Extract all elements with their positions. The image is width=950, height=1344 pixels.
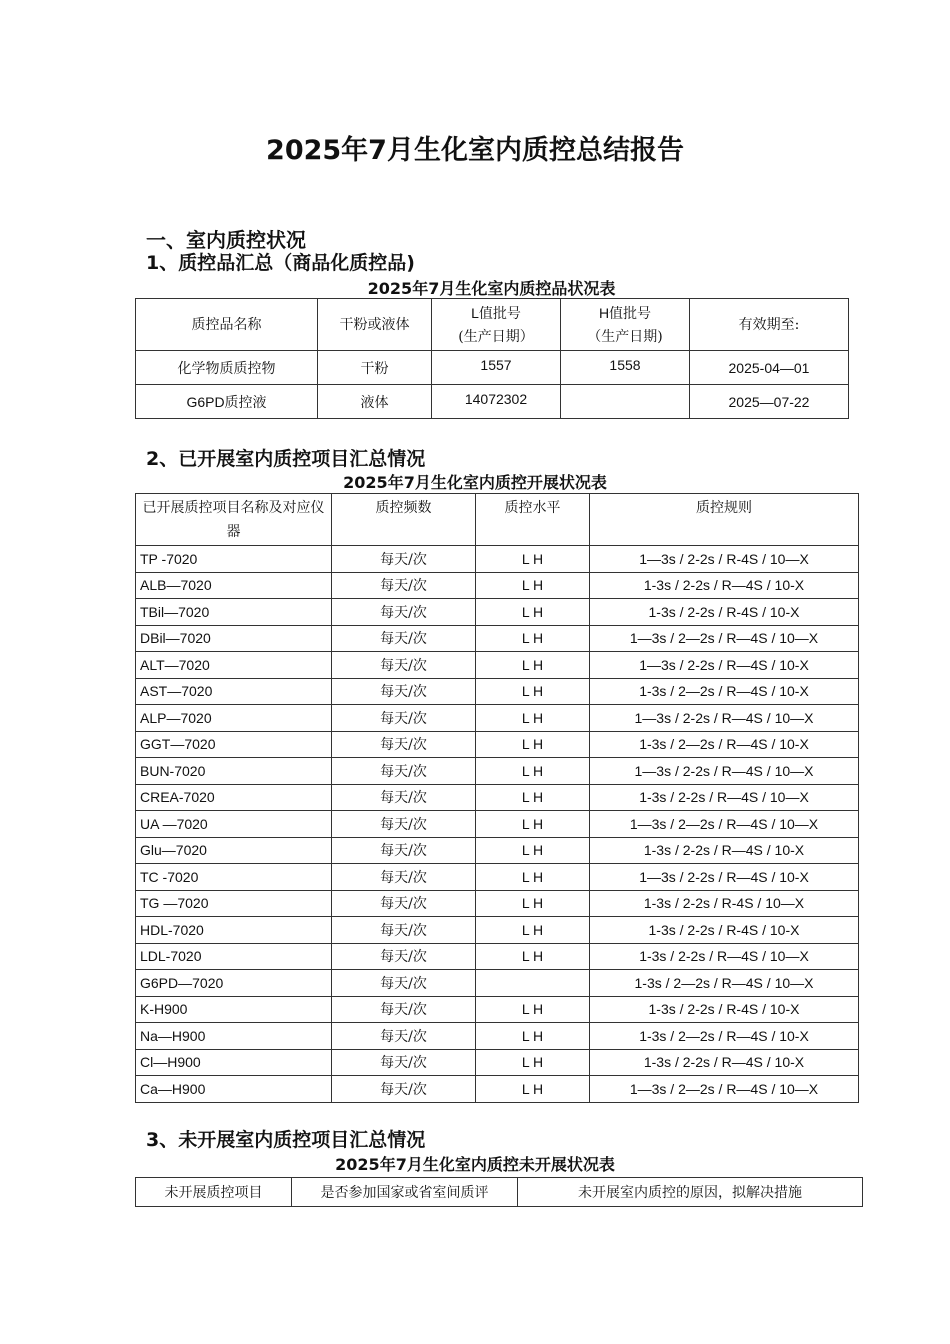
header-eqa-participation: 是否参加国家或省室间质评 xyxy=(292,1178,518,1207)
header-l-lot-line1: L值批号 xyxy=(471,304,521,321)
cell-frequency: 每天/次 xyxy=(332,1023,476,1050)
cell-qc-name: G6PD质控液 xyxy=(136,385,318,419)
header-expiry: 有效期至: xyxy=(690,299,849,351)
cell-rule: 1-3s / 2-2s / R-4S / 10-X xyxy=(590,996,859,1023)
qc-materials-table xyxy=(135,298,849,419)
header-l-lot-line2: (生产日期） xyxy=(458,328,534,345)
cell-item: K-H900 xyxy=(136,996,332,1023)
cell-item: UA —7020 xyxy=(136,811,332,838)
cell-rule: 1-3s / 2-2s / R—4S / 10-X xyxy=(590,1049,859,1076)
table-row xyxy=(136,652,859,679)
table-row xyxy=(136,572,859,599)
cell-frequency: 每天/次 xyxy=(332,678,476,705)
cell-frequency: 每天/次 xyxy=(332,652,476,679)
cell-rule: 1-3s / 2-2s / R-4S / 10—X xyxy=(590,890,859,917)
cell-form: 液体 xyxy=(318,385,432,419)
inactive-qc-items-table xyxy=(135,1177,863,1207)
cell-item: CREA-7020 xyxy=(136,784,332,811)
table-row xyxy=(136,943,859,970)
cell-level: L H xyxy=(476,864,590,891)
table-row xyxy=(136,917,859,944)
cell-level: L H xyxy=(476,546,590,573)
header-rule: 质控规则 xyxy=(590,494,859,546)
cell-level: L H xyxy=(476,758,590,785)
cell-rule: 1-3s / 2-2s / R-4S / 10-X xyxy=(590,599,859,626)
cell-level: L H xyxy=(476,572,590,599)
cell-rule: 1—3s / 2-2s / R—4S / 10-X xyxy=(590,864,859,891)
cell-level xyxy=(476,970,590,997)
table-row xyxy=(136,678,859,705)
table-row xyxy=(136,599,859,626)
cell-rule: 1—3s / 2—2s / R—4S / 10—X xyxy=(590,1076,859,1103)
subheading-qc-materials: 1、质控品汇总（商品化质控品) xyxy=(146,252,415,274)
cell-level: L H xyxy=(476,784,590,811)
cell-level: L H xyxy=(476,625,590,652)
cell-level: L H xyxy=(476,678,590,705)
cell-rule: 1—3s / 2—2s / R—4S / 10—X xyxy=(590,811,859,838)
cell-rule: 1-3s / 2-2s / R-4S / 10-X xyxy=(590,917,859,944)
cell-form: 干粉 xyxy=(318,351,432,385)
cell-level: L H xyxy=(476,917,590,944)
cell-item: HDL-7020 xyxy=(136,917,332,944)
table1-caption: 2025年7月生化室内质控品状况表 xyxy=(367,279,616,298)
cell-rule: 1-3s / 2-2s / R—4S / 10—X xyxy=(590,943,859,970)
cell-frequency: 每天/次 xyxy=(332,811,476,838)
cell-l-lot: 1557 xyxy=(432,351,561,385)
cell-frequency: 每天/次 xyxy=(332,546,476,573)
table3-caption: 2025年7月生化室内质控未开展状况表 xyxy=(335,1155,615,1174)
cell-frequency: 每天/次 xyxy=(332,784,476,811)
cell-frequency: 每天/次 xyxy=(332,625,476,652)
table-row xyxy=(136,758,859,785)
cell-rule: 1—3s / 2-2s / R-4S / 10—X xyxy=(590,546,859,573)
header-frequency: 质控频数 xyxy=(332,494,476,546)
cell-frequency: 每天/次 xyxy=(332,943,476,970)
table-row xyxy=(136,1076,859,1103)
cell-item: Na—H900 xyxy=(136,1023,332,1050)
active-qc-items-body xyxy=(136,546,859,1103)
cell-level: L H xyxy=(476,731,590,758)
cell-item: Cl—H900 xyxy=(136,1049,332,1076)
cell-level: L H xyxy=(476,890,590,917)
header-l-lot xyxy=(432,299,561,351)
cell-level: L H xyxy=(476,811,590,838)
cell-rule: 1—3s / 2—2s / R—4S / 10—X xyxy=(590,625,859,652)
table-row xyxy=(136,351,849,385)
table-row xyxy=(136,1049,859,1076)
table-row xyxy=(136,996,859,1023)
cell-level: L H xyxy=(476,652,590,679)
cell-item: ALT—7020 xyxy=(136,652,332,679)
table2-caption: 2025年7月生化室内质控开展状况表 xyxy=(343,473,607,492)
cell-frequency: 每天/次 xyxy=(332,705,476,732)
table-row xyxy=(136,1023,859,1050)
cell-frequency: 每天/次 xyxy=(332,996,476,1023)
cell-frequency: 每天/次 xyxy=(332,1076,476,1103)
cell-level: L H xyxy=(476,1049,590,1076)
cell-frequency: 每天/次 xyxy=(332,758,476,785)
cell-level: L H xyxy=(476,1023,590,1050)
cell-rule: 1—3s / 2-2s / R—4S / 10-X xyxy=(590,652,859,679)
table-row xyxy=(136,864,859,891)
cell-rule: 1-3s / 2—2s / R—4S / 10—X xyxy=(590,970,859,997)
cell-item: TG —7020 xyxy=(136,890,332,917)
cell-rule: 1-3s / 2—2s / R—4S / 10-X xyxy=(590,678,859,705)
subheading-active-items: 2、已开展室内质控项目汇总情况 xyxy=(146,448,426,470)
subheading-inactive-items: 3、未开展室内质控项目汇总情况 xyxy=(146,1129,426,1151)
table-header-row xyxy=(136,299,849,351)
header-level: 质控水平 xyxy=(476,494,590,546)
cell-frequency: 每天/次 xyxy=(332,917,476,944)
cell-item: TBil—7020 xyxy=(136,599,332,626)
header-form: 干粉或液体 xyxy=(318,299,432,351)
cell-item: GGT—7020 xyxy=(136,731,332,758)
cell-level: L H xyxy=(476,599,590,626)
cell-item: Glu—7020 xyxy=(136,837,332,864)
header-reason-measures: 未开展室内质控的原因，拟解决措施 xyxy=(518,1178,863,1207)
header-h-lot-line1: H值批号 xyxy=(598,304,652,321)
table-row xyxy=(136,731,859,758)
header-qc-name: 质控品名称 xyxy=(136,299,318,351)
header-h-lot-line2: （生产日期) xyxy=(587,328,663,345)
cell-rule: 1-3s / 2-2s / R—4S / 10—X xyxy=(590,784,859,811)
cell-h-lot xyxy=(561,385,690,419)
header-h-lot xyxy=(561,299,690,351)
table-row xyxy=(136,625,859,652)
cell-l-lot: 14072302 xyxy=(432,385,561,419)
cell-level: L H xyxy=(476,1076,590,1103)
cell-frequency: 每天/次 xyxy=(332,864,476,891)
cell-level: L H xyxy=(476,705,590,732)
cell-item: TP -7020 xyxy=(136,546,332,573)
cell-frequency: 每天/次 xyxy=(332,890,476,917)
active-qc-items-table xyxy=(135,493,859,1103)
page-title: 2025年7月生化室内质控总结报告 xyxy=(266,135,684,166)
table-row xyxy=(136,890,859,917)
cell-level: L H xyxy=(476,837,590,864)
cell-rule: 1-3s / 2—2s / R—4S / 10-X xyxy=(590,1023,859,1050)
cell-item: TC -7020 xyxy=(136,864,332,891)
cell-frequency: 每天/次 xyxy=(332,837,476,864)
cell-item: BUN-7020 xyxy=(136,758,332,785)
header-item-instrument: 已开展质控项目名称及对应仪器 xyxy=(136,494,332,546)
cell-item: LDL-7020 xyxy=(136,943,332,970)
cell-rule: 1—3s / 2-2s / R—4S / 10—X xyxy=(590,705,859,732)
table-header-row xyxy=(136,494,859,546)
cell-item: ALP—7020 xyxy=(136,705,332,732)
cell-qc-name: 化学物质质控物 xyxy=(136,351,318,385)
cell-rule: 1-3s / 2-2s / R—4S / 10-X xyxy=(590,837,859,864)
table-row xyxy=(136,970,859,997)
cell-expiry: 2025—07-22 xyxy=(690,385,849,419)
header-inactive-item: 未开展质控项目 xyxy=(136,1178,292,1207)
cell-rule: 1-3s / 2-2s / R—4S / 10-X xyxy=(590,572,859,599)
cell-rule: 1-3s / 2—2s / R—4S / 10-X xyxy=(590,731,859,758)
table-header-row xyxy=(136,1178,863,1207)
table-row xyxy=(136,784,859,811)
cell-item: AST—7020 xyxy=(136,678,332,705)
cell-item: ALB—7020 xyxy=(136,572,332,599)
cell-frequency: 每天/次 xyxy=(332,599,476,626)
table-row xyxy=(136,705,859,732)
table-row xyxy=(136,546,859,573)
cell-level: L H xyxy=(476,943,590,970)
cell-expiry: 2025-04—01 xyxy=(690,351,849,385)
table-row xyxy=(136,385,849,419)
section-heading-qc-status: 一、室内质控状况 xyxy=(146,228,306,252)
cell-frequency: 每天/次 xyxy=(332,970,476,997)
cell-item: DBil—7020 xyxy=(136,625,332,652)
cell-item: Ca—H900 xyxy=(136,1076,332,1103)
cell-level: L H xyxy=(476,996,590,1023)
cell-frequency: 每天/次 xyxy=(332,731,476,758)
cell-frequency: 每天/次 xyxy=(332,1049,476,1076)
cell-rule: 1—3s / 2-2s / R—4S / 10—X xyxy=(590,758,859,785)
cell-item: G6PD—7020 xyxy=(136,970,332,997)
table-row xyxy=(136,811,859,838)
cell-h-lot: 1558 xyxy=(561,351,690,385)
table-row xyxy=(136,837,859,864)
cell-frequency: 每天/次 xyxy=(332,572,476,599)
